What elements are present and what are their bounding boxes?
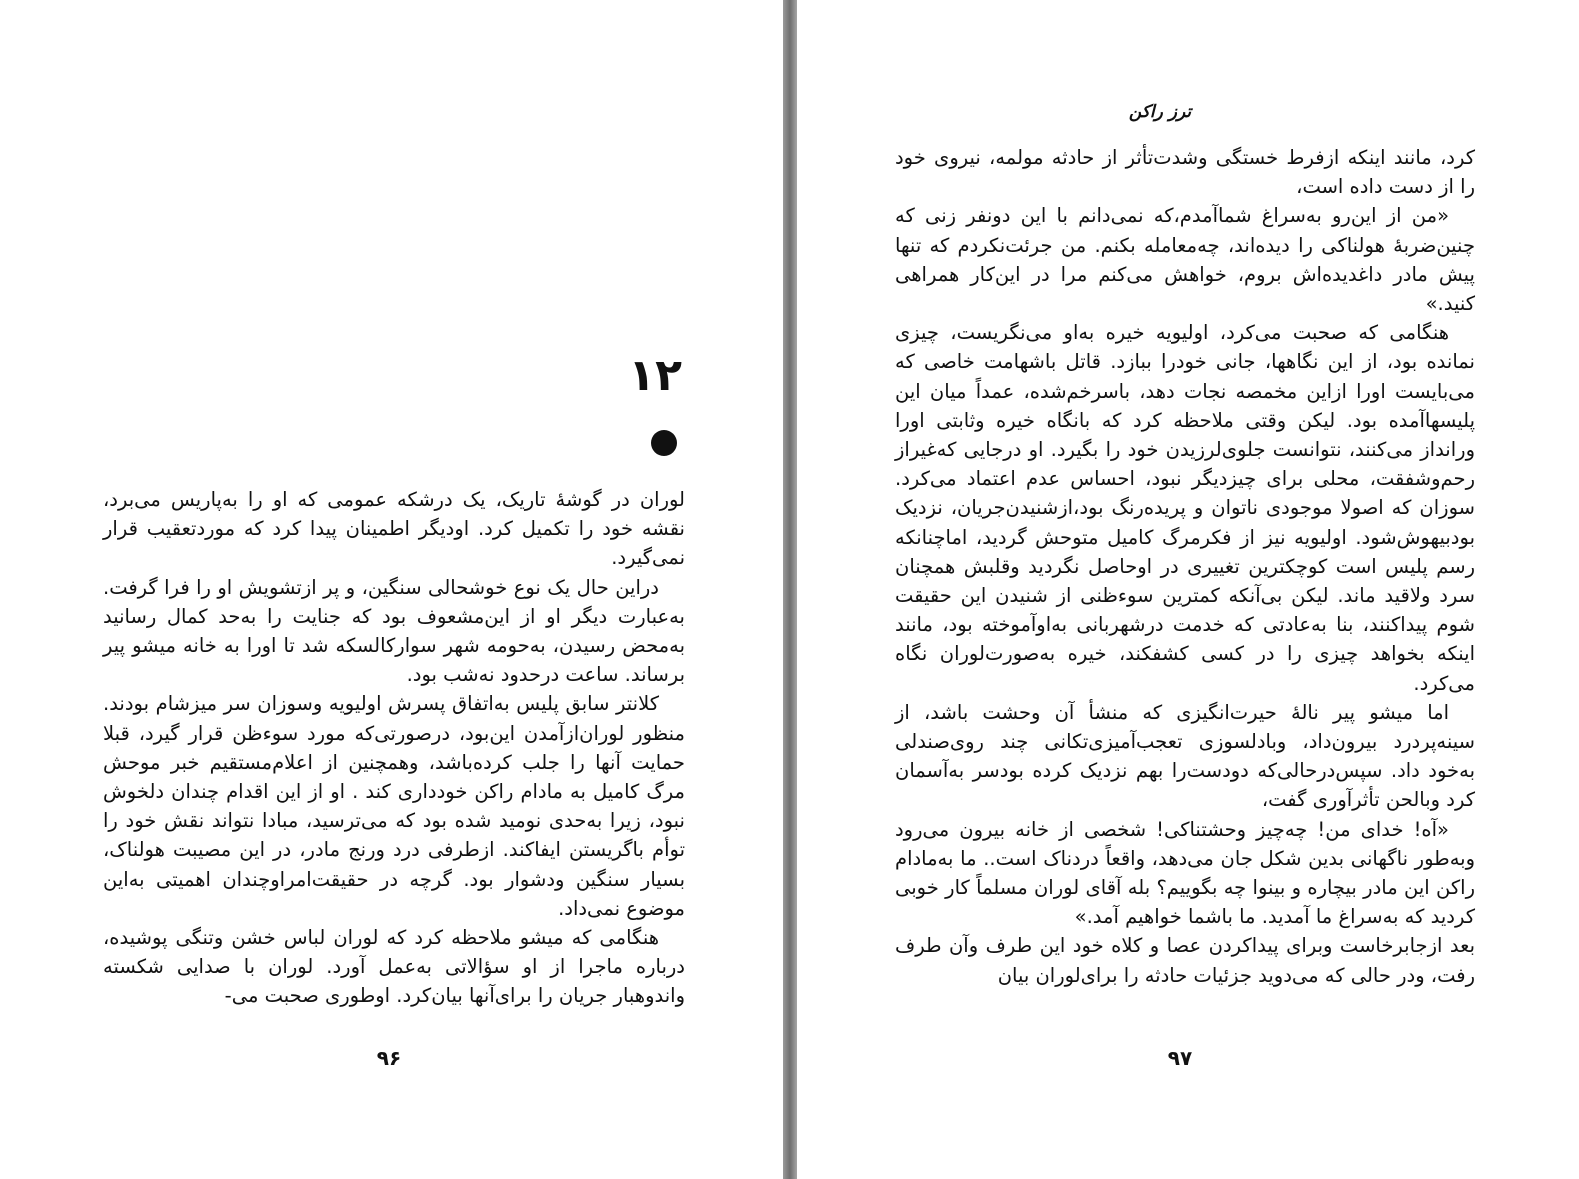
page-number: ۹۷ xyxy=(1167,1046,1193,1070)
paragraph: «من از این‌رو به‌سراغ شماآمدم،که نمی‌دانم با این دونفر زنی که چنین‌ضربهٔ هولناکی را دیده‌اند، چه‌معامله بکنم. من جرئت‌نکردم که تنها پیش مادر داغدیده‌اش بروم، خواهش می‌کنم مرا در این‌کار همراهی کنید.» xyxy=(895,204,1475,316)
paragraph: هنگامی که صحبت می‌کرد، اولیویه خیره به‌او می‌نگریست، چیزی نمانده بود، از این نگاهها، جانی خودرا ببازد. قاتل باشهامت خاصی که می‌بایست اورا ازاین مخمصه نجات دهد، باسرخم‌شده، عمداً میان این پلیسهاآمده بود. لیکن وقتی ملاحظه کرد که بانگاه خیره وثابتی اورا ورانداز می‌کنند، نتوانست جلوی‌لرزیدن خود را بگیرد. او درجایی که‌غیراز رحم‌وشفقت، محلی برای چیزدیگر نبود، احساس عدم اعتماد می‌کرد. سوزان که اصولا موجودی ناتوان و پریده‌رنگ بود،ازشنیدن‌جریان، نزدیک بودبیهوش‌شود. اولیویه نیز از فکرمرگ کامیل متوحش گردید، اماچنانکه رسم پلیس است کوچکترین تغییری در اوحاصل نگردید وقلبش همچنان سرد ولاقید ماند. لیکن بی‌آنکه کمترین سوءظنی از شنیدن این حقیقت شوم پیداکنند، بنا به‌عادتی که خدمت درشهربانی به‌اوآموخته بود، مانند اینکه بخواهد چیزی را در کسی کشفکند، خیره به‌صورت‌لوران نگاه می‌کرد. xyxy=(895,321,1475,695)
left-page xyxy=(0,0,783,1179)
paragraph: «آه! خدای من! چه‌چیز وحشتناکی! شخصی از خانه بیرون می‌رود وبه‌طور ناگهانی بدین شکل جان می‌دهد، واقعاً دردناک است.. ما به‌مادام راکن این مادر بیچاره و بینوا چه بگوییم؟ بله آقای لوران مسلماً کار خوبی کردید که به‌سراغ ما آمدید. ما باشما خواهیم آمد.» xyxy=(895,817,1475,929)
chapter-number: ۱۲ xyxy=(628,350,682,401)
paragraph: بعد ازجابرخاست وبرای پیداکردن عصا و کلاه خود این طرف وآن طرف رفت، ودر حالی که می‌دوید جزئیات حادثه را برای‌لوران بیان xyxy=(895,934,1475,987)
book-spine xyxy=(783,0,797,1179)
paragraph: کرد، مانند اینکه ازفرط خستگی وشدت‌تأثر از حادثه مولمه، نیروی خود را از دست داده است، xyxy=(895,146,1475,199)
left-body-text xyxy=(103,485,685,1011)
paragraph: کلانتر سابق پلیس به‌اتفاق پسرش اولیویه وسوزان سر میزشام بودند. منظور لوران‌ازآمدن این‌بود، درصورتی‌که مورد سوءظن قرار گیرد، قبلا حمایت آنها را جلب کرده‌باشد، وهمچنین از اعلام‌مستقیم خبر موحش مرگ کامیل به مادام راکن خودداری کند . او از این اقدام چندان دلخوش نبود، زیرا به‌حدی نومید شده بود که می‌ترسید، مبادا نتواند نقش خود را توأم باگریستن ایفاکند. ازطرفی درد ورنج مادر، در این مصیبت هولناک، بسیار سنگین ودشوار بود. گرچه در حقیقت‌امراوچندان اهمیتی به‌این موضوع نمی‌داد. xyxy=(103,692,685,920)
running-head: ترز راکن xyxy=(1128,102,1192,122)
paragraph: لوران در گوشهٔ تاریک، یک درشکه عمومی که او را به‌پاریس می‌برد، نقشه خود را تکمیل کرد. اودیگر اطمینان پیدا کرد که موردتعقیب قرار نمی‌گیرد. xyxy=(103,488,685,570)
page-number: ۹۶ xyxy=(376,1046,402,1070)
right-body-text xyxy=(895,143,1475,990)
paragraph: اما میشو پیر نالهٔ حیرت‌انگیزی که منشأ آن وحشت باشد، از سینه‌پردرد بیرون‌داد، وبادلسوزی تعجب‌آمیزی‌تکانی چند روی‌صندلی به‌خود داد. سپس‌درحالی‌که دودست‌را بهم نزدیک کرده بودسر به‌آسمان کرد وبالحن تأثرآوری گفت، xyxy=(895,700,1475,812)
paragraph: هنگامی که میشو ملاحظه کرد که لوران لباس خشن وتنگی پوشیده، درباره ماجرا از او سؤالاتی به‌عمل آورد. لوران با صدایی شکسته واندوهبار جریان را برای‌آنها بیان‌کرد. اوطوری صحبت می- xyxy=(103,926,685,1008)
chapter-dot-ornament xyxy=(651,430,677,456)
paragraph: دراین حال یک نوع خوشحالی سنگین، و پر ازتشویش او را فرا گرفت. به‌عبارت دیگر او از این‌مشعوف بود که جنایت را به‌حد کمال رسانید به‌محض رسیدن، به‌حومه شهر سوارکالسکه شد تا اورا به خانه میشو پیر برساند. ساعت درحدود نه‌شب بود. xyxy=(103,575,685,687)
